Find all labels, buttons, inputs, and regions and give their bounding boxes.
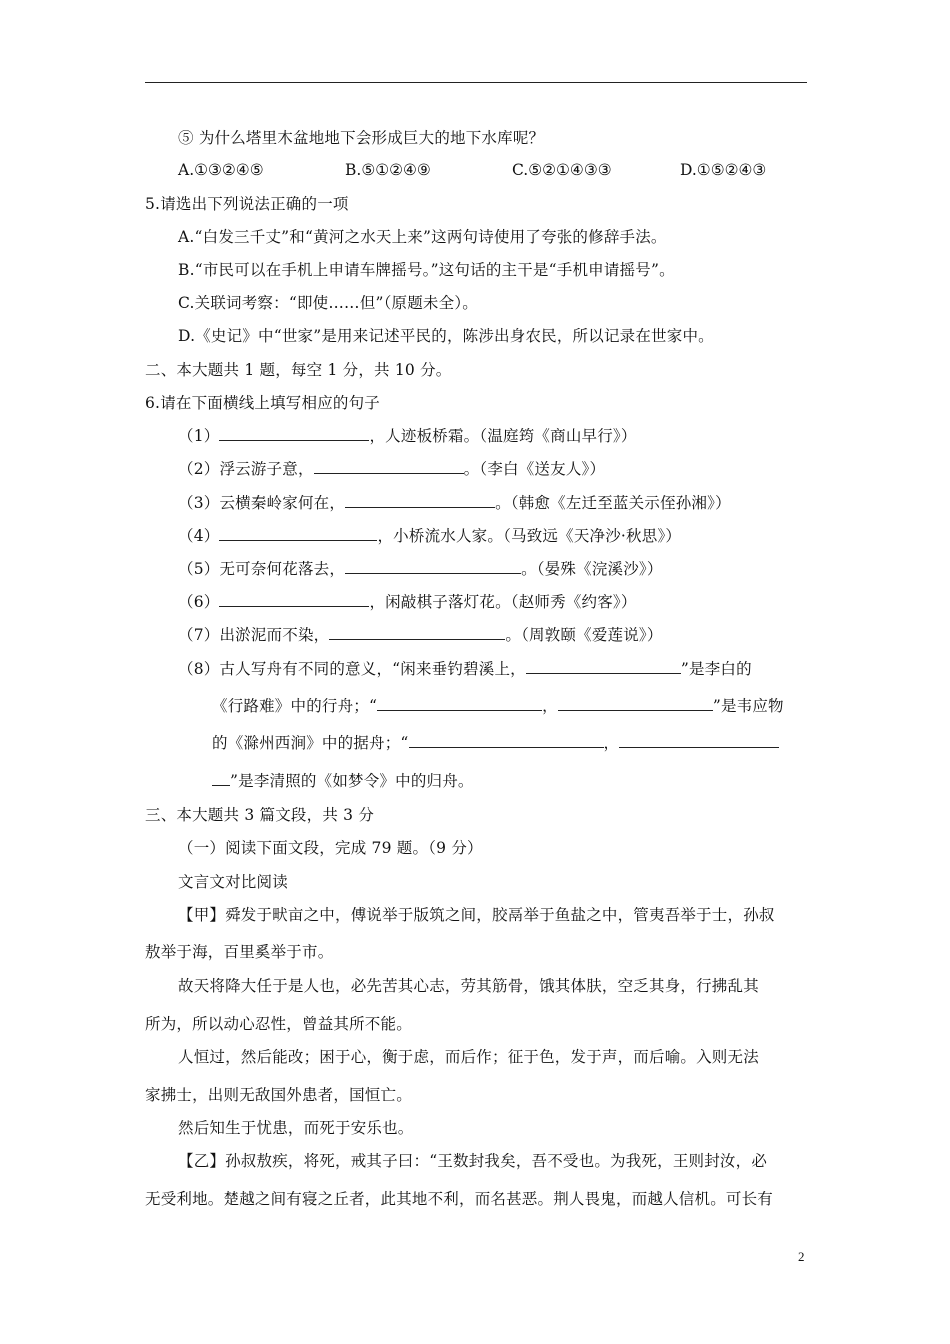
q6-5-suffix: 。（晏殊《浣溪沙》） [521,560,663,578]
q6-item-8-line3 [212,733,779,753]
q6-3-prefix: （3）云横秦岭家何在， [178,494,346,512]
passage-yi-line-2: 无受利地。楚越之间有寝之丘者，此其地不利，而名甚恶。荆人畏鬼，而越人信机。可长有 [145,1190,774,1208]
q6-8a-prefix: （8）古人写舟有不同的意义，“闲来垂钓碧溪上， [178,660,526,678]
q6-item-2 [178,459,605,479]
section-2-heading: 二、本大题共 1 题，每空 1 分，共 10 分。 [145,361,452,379]
q4-item5: ⑤ 为什么塔里木盆地地下会形成巨大的地下水库呢？ [178,129,545,147]
q4-option-d: D.①⑤②④③ [680,161,767,179]
q6-item-8-line4 [212,771,474,791]
q6-item-8-line1 [178,659,752,679]
header-rule [145,82,807,83]
answer-blank[interactable] [409,733,604,748]
passage-jia-line-6: 家拂士，出则无敌国外患者，国恒亡。 [145,1086,412,1104]
q6-3-suffix: 。（韩愈《左迁至蓝关示侄孙湘》） [495,494,731,512]
q6-8c-prefix: 的《滁州西涧》中的据舟；“ [212,734,409,752]
answer-blank[interactable] [329,625,505,640]
q6-item-8-line2 [212,696,784,716]
q6-1-prefix: （1） [178,427,220,445]
passage-jia-line-7: 然后知生于忧患，而死于安乐也。 [178,1119,414,1137]
q6-item-5 [178,559,663,579]
passage-jia-line-4: 所为，所以动心忍性，曾益其所不能。 [145,1015,412,1033]
answer-blank[interactable] [345,493,495,508]
answer-blank[interactable] [526,659,681,674]
answer-blank[interactable] [377,696,542,711]
q6-item-7 [178,625,663,645]
q6-8b-prefix: 《行路难》中的行舟；“ [212,697,378,715]
q6-7-prefix: （7）出淤泥而不染， [178,626,330,644]
q6-stem: 6.请在下面横线上填写相应的句子 [145,394,380,412]
q6-6-suffix: ，闲敲棋子落灯花。（赵师秀《约客》） [369,593,637,611]
part-1-instruction: （一）阅读下面文段，完成 79 题。（9 分） [178,839,483,857]
answer-blank[interactable] [219,426,369,441]
section-3-heading: 三、本大题共 3 篇文段，共 3 分 [145,806,375,824]
answer-blank[interactable] [345,559,521,574]
q6-8b-suffix: ”是韦应物 [712,697,784,715]
passage-yi-line-1 [178,1151,767,1171]
q6-5-prefix: （5）无可奈何花落去， [178,560,346,578]
reading-title: 文言文对比阅读 [178,873,288,891]
passage-jia-label: 【甲】 [178,906,226,924]
q6-8c-mid: ， [603,734,620,752]
answer-blank[interactable] [314,459,464,474]
q4-option-a: A.①③②④⑤ [178,161,264,179]
q6-2-suffix: 。（李白《送友人》） [463,460,606,478]
q6-4-suffix: ，小桥流水人家。（马致远《天净沙·秋思》） [377,527,682,545]
passage-jia-line-3: 故天将降大任于是人也，必先苦其心志，劳其筋骨，饿其体肤，空乏其身，行拂乱其 [178,977,759,995]
q6-7-suffix: 。（周敦颐《爱莲说》） [505,626,663,644]
q5-option-c: C.关联词考察：“即使……但”（原题未全）。 [178,294,478,312]
q6-item-1 [178,426,637,446]
answer-blank[interactable] [219,526,377,541]
q6-item-4 [178,526,681,546]
q6-8a-suffix: ”是李白的 [680,660,752,678]
passage-yi-text: 孙叔敖疾，将死，戒其子曰：“王数封我矣，吾不受也。为我死，王则封汝，必 [225,1152,768,1170]
q6-8b-mid: ， [542,697,558,715]
q4-option-c: C.⑤②①④③③ [512,161,612,179]
q6-6-prefix: （6） [178,593,220,611]
q6-8d-suffix: ”是李清照的《如梦令》中的归舟。 [230,772,474,790]
passage-yi-label: 【乙】 [178,1152,226,1170]
q5-option-a: A.“白发三千丈”和“黄河之水天上来”这两句诗使用了夸张的修辞手法。 [178,228,667,246]
passage-jia-text: 舜发于畎亩之中，傅说举于版筑之间，胶鬲举于鱼盐之中，管夷吾举于士，孙叔 [225,906,775,924]
passage-jia-line-5: 人恒过，然后能改；困于心，衡于虑，而后作；征于色，发于声，而后喻。入则无法 [178,1048,759,1066]
answer-blank[interactable] [219,592,369,607]
q6-item-3 [178,493,731,513]
passage-jia-line-1 [178,905,775,925]
q6-item-6 [178,592,637,612]
answer-blank[interactable] [212,771,230,786]
page-number: 2 [798,1249,805,1264]
passage-jia-line-2: 敖举于海，百里奚举于市。 [145,943,334,961]
answer-blank[interactable] [619,733,779,748]
q4-option-b: B.⑤①②④⑨ [345,161,431,179]
answer-blank[interactable] [558,696,713,711]
q6-4-prefix: （4） [178,527,220,545]
q5-option-b: B.“市民可以在手机上申请车牌摇号。”这句话的主干是“手机申请摇号”。 [178,261,675,279]
q6-1-suffix: ，人迹板桥霜。（温庭筠《商山早行》） [369,427,637,445]
q5-stem: 5.请选出下列说法正确的一项 [145,195,349,213]
q5-option-d: D.《史记》中“世家”是用来记述平民的，陈涉出身农民，所以记录在世家中。 [178,327,714,345]
q6-2-prefix: （2）浮云游子意， [178,460,314,478]
